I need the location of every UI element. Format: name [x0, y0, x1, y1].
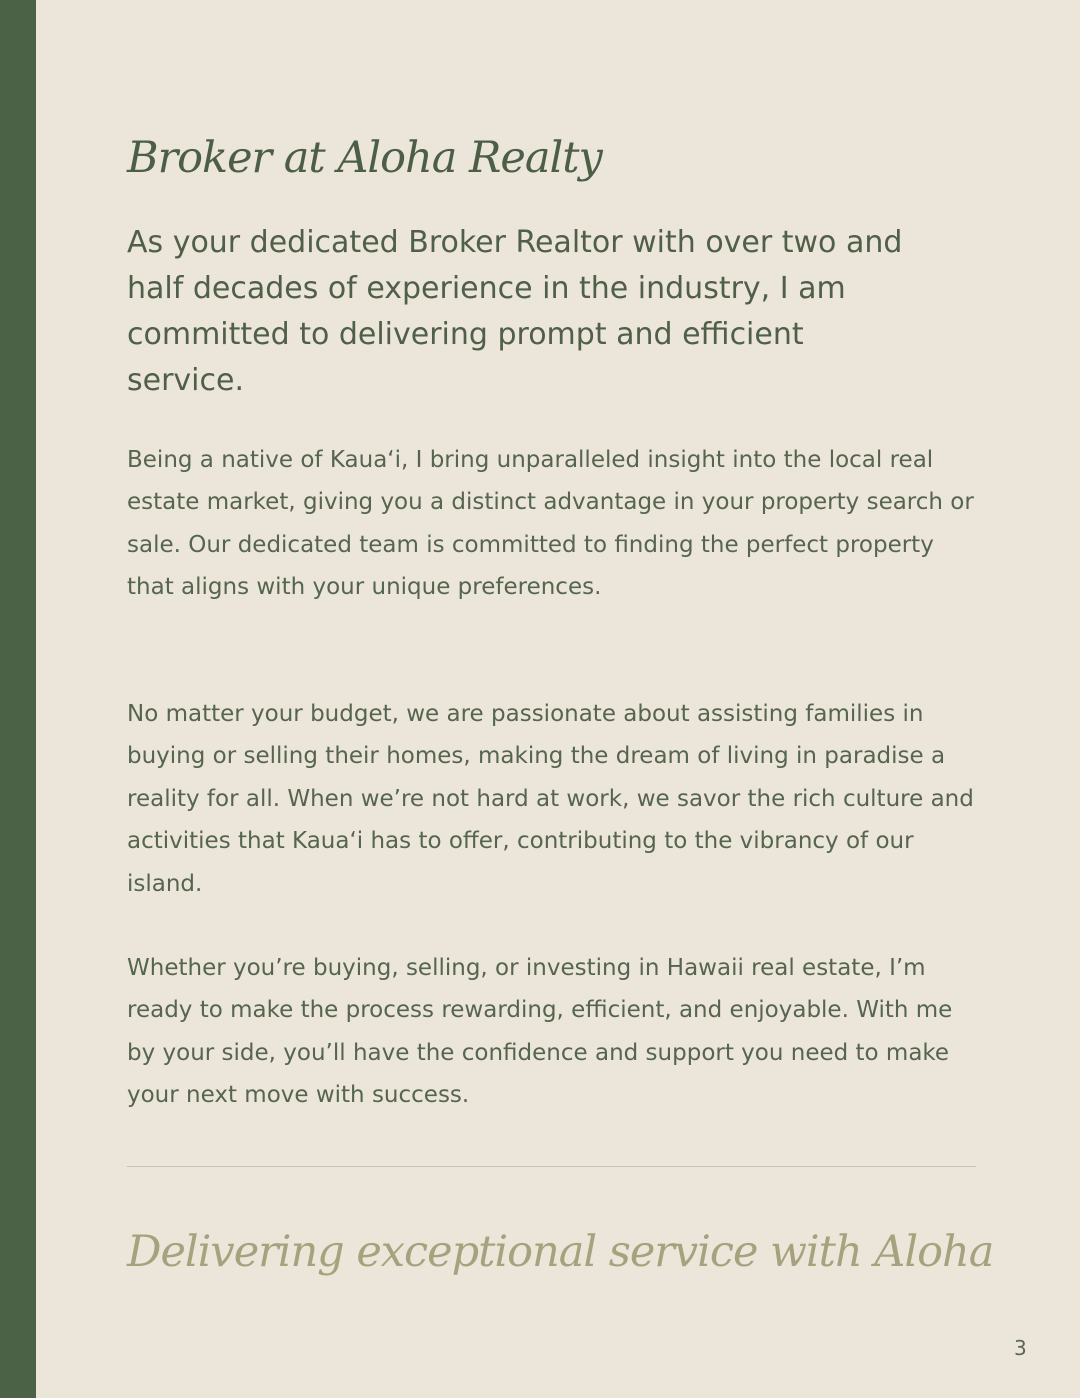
side-accent-bar: [0, 0, 36, 1398]
page-number: 3: [1014, 1336, 1027, 1360]
page-title: Broker at Aloha Realty: [127, 133, 602, 183]
body-paragraph-budget: No matter your budget, we are passionate about assisting families in buying or selling their homes, making the dream of living in paradise a reality for all. When we’re not hard at work, we savor the rich culture and activities that Kaua‘i has to offer, contributing to the vibrancy of our island.: [127, 701, 974, 897]
tagline: Delivering exceptional service with Aloha: [127, 1227, 994, 1277]
body-paragraph-native: Being a native of Kaua‘i, I bring unparalleled insight into the local real estate market, giving you a distinct advantage in your property search or sale. Our dedicated team is committed to finding the perfect property that aligns with your unique preferences.: [127, 447, 974, 601]
section-divider: [127, 1166, 976, 1167]
lead-paragraph: As your dedicated Broker Realtor with over two and half decades of experience in the industry, I am committed to delivering prompt and efficient service.: [127, 225, 903, 398]
body-paragraph-process: Whether you’re buying, selling, or investing in Hawaii real estate, I’m ready to make the process rewarding, efficient, and enjoyable. With me by your side, you’ll have the confidence and support you need to make your next move with success.: [127, 955, 953, 1109]
